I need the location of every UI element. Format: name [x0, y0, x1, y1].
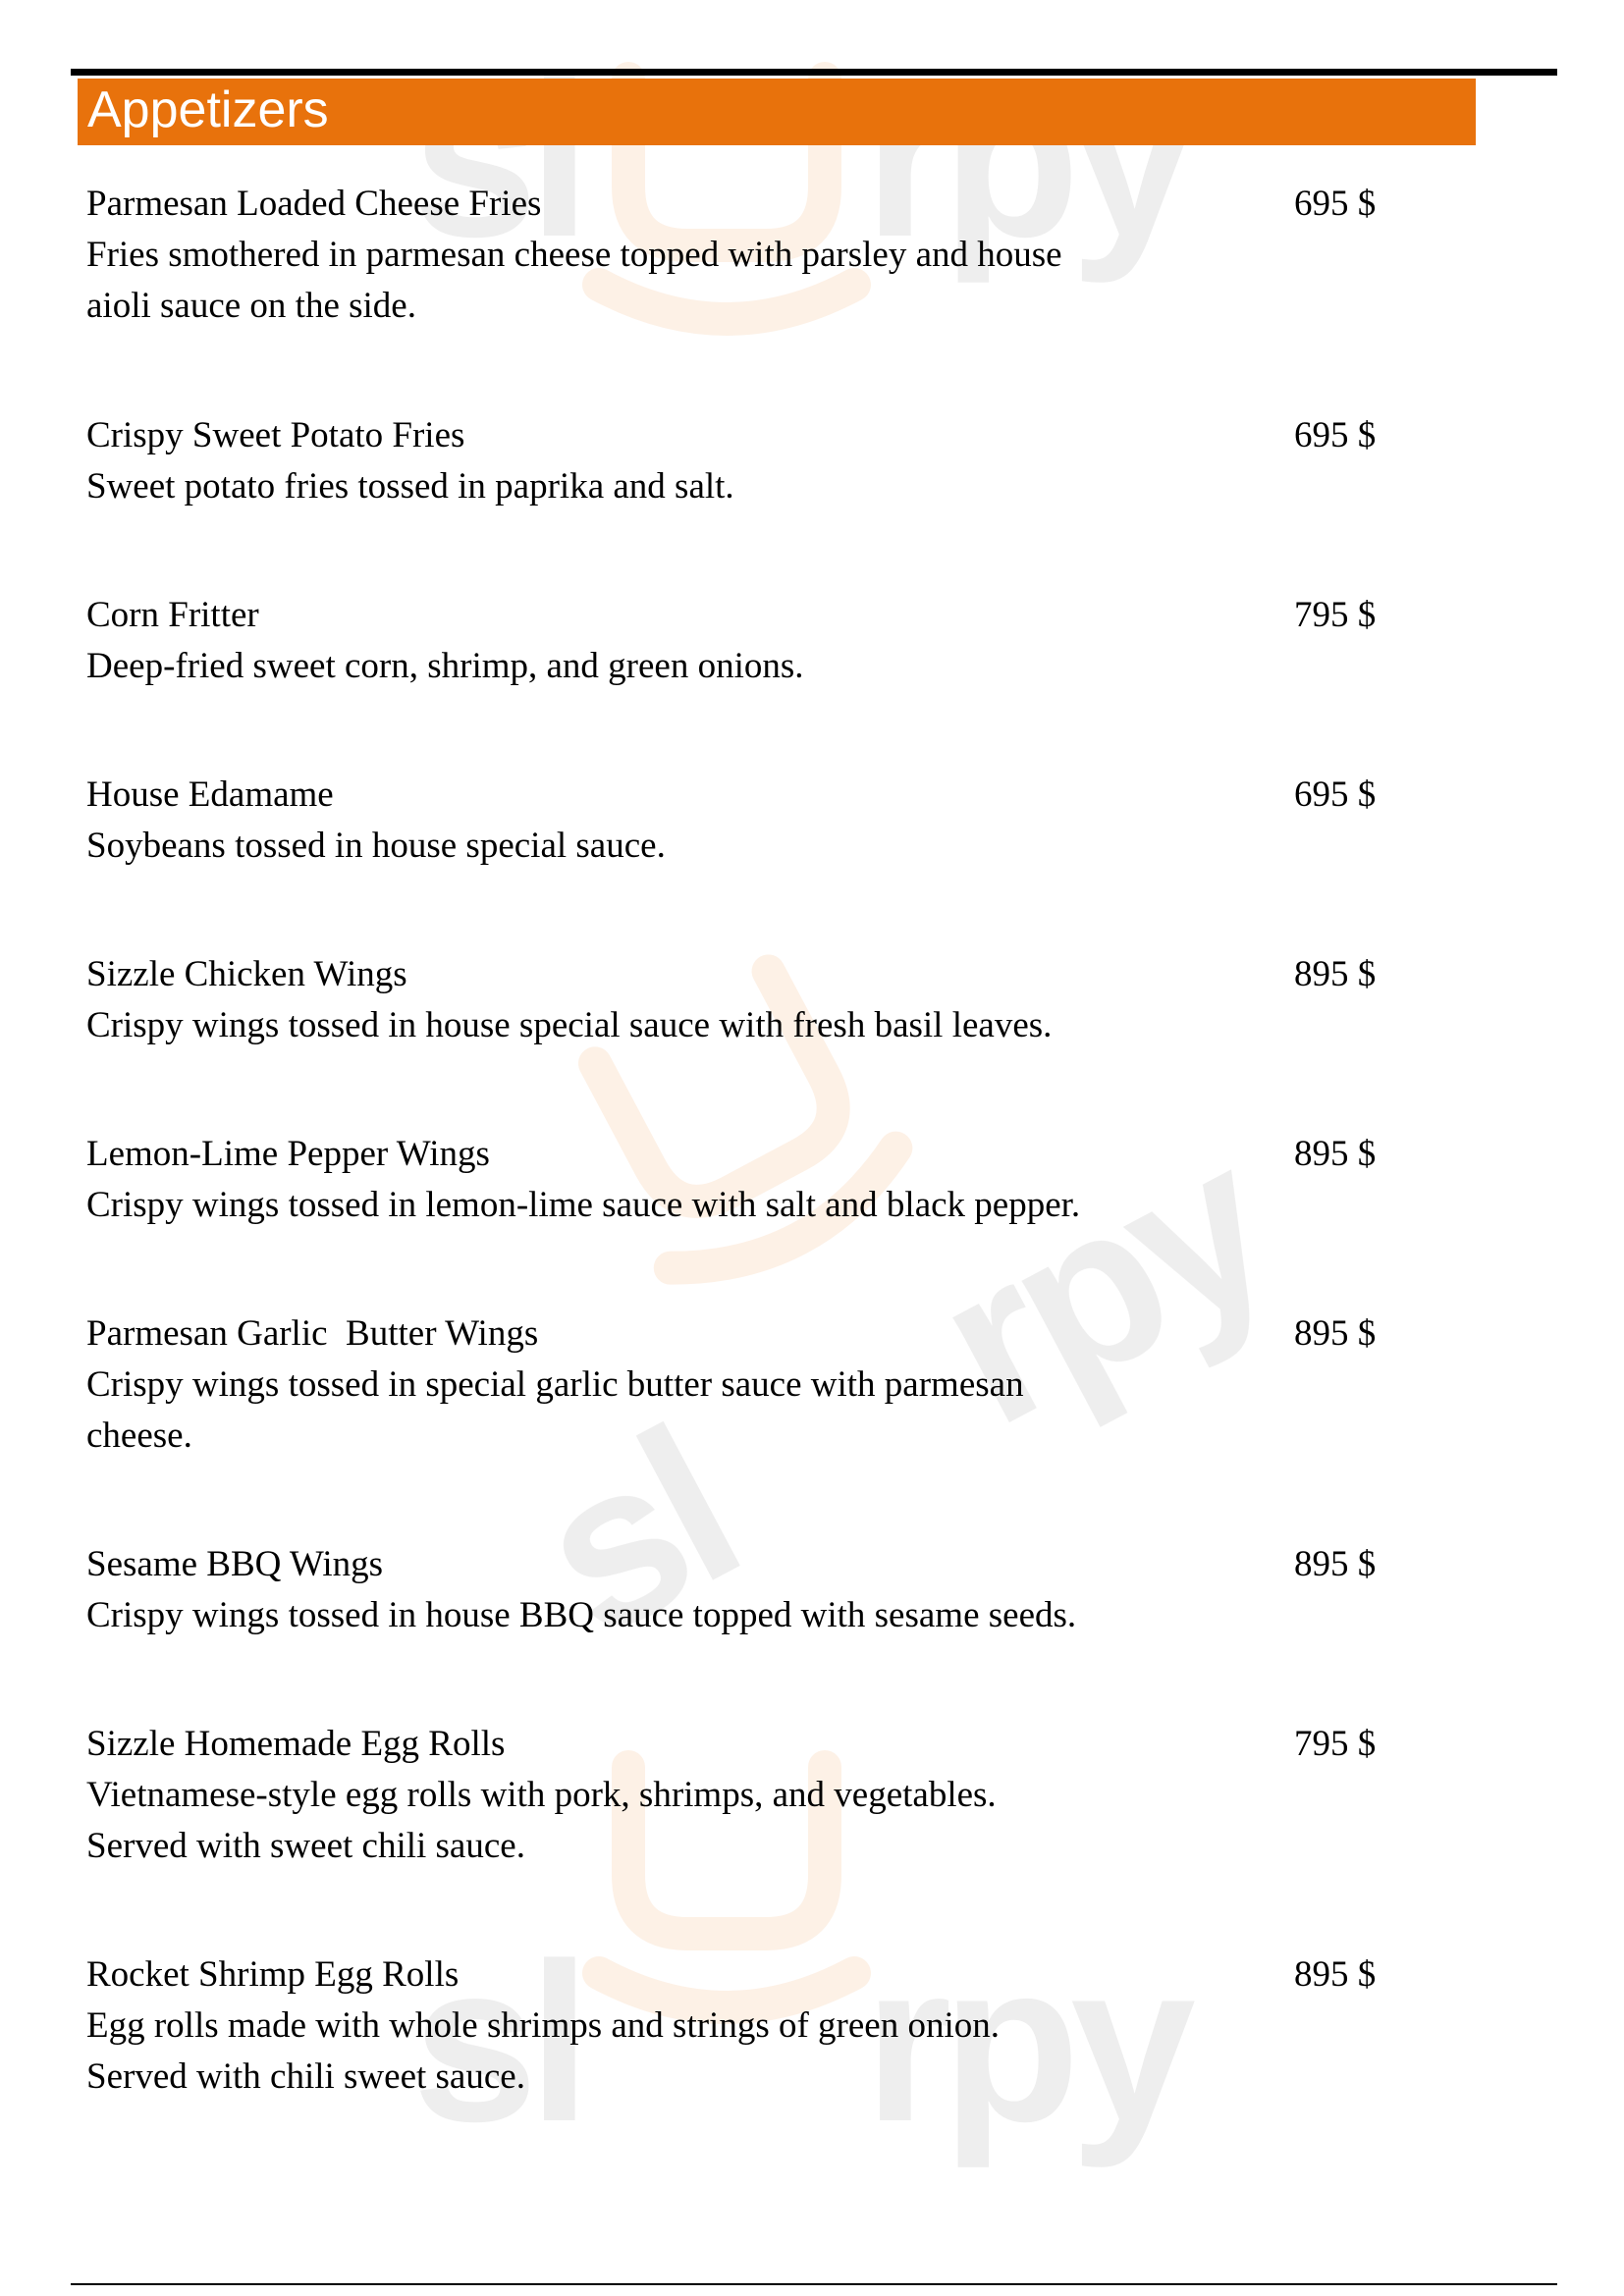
item-description: Soybeans tossed in house special sauce.: [86, 826, 666, 866]
item-name: Sesame BBQ Wings: [86, 1544, 384, 1584]
item-name: Rocket Shrimp Egg Rolls: [86, 1954, 460, 1995]
item-price: 895 $: [1294, 1954, 1377, 1995]
bottom-rule: [71, 2283, 1557, 2285]
item-description: Egg rolls made with whole shrimps and strings of green onion. Served with chili sweet sauce.: [86, 2005, 1001, 2097]
svg-text:rpy: rpy: [899, 1098, 1303, 1472]
menu-item: [86, 179, 1402, 332]
menu-item: [86, 1308, 1402, 1462]
menu-item: [86, 770, 1402, 872]
item-price: 895 $: [1294, 1313, 1377, 1354]
menu-item: [86, 1129, 1402, 1231]
menu-item: [86, 1719, 1402, 1872]
item-description: Deep-fried sweet corn, shrimp, and green onions.: [86, 646, 804, 686]
item-description: Fries smothered in parmesan cheese topped with parsley and house aioli sauce on the side.: [86, 235, 1062, 326]
item-name: Crispy Sweet Potato Fries: [86, 415, 465, 455]
top-rule: [71, 69, 1557, 76]
item-name: Sizzle Chicken Wings: [86, 954, 407, 994]
item-price: 795 $: [1294, 595, 1377, 635]
menu-item: [86, 410, 1402, 512]
section-title: Appetizers: [87, 81, 329, 138]
item-price: 895 $: [1294, 1134, 1377, 1174]
item-description: Vietnamese-style egg rolls with pork, shrimps, and vegetables. Served with sweet chili sauce.: [86, 1775, 997, 1866]
item-name: Corn Fritter: [86, 595, 259, 635]
item-price: 695 $: [1294, 774, 1377, 815]
section-header: [78, 79, 1476, 145]
item-price: 895 $: [1294, 954, 1377, 994]
item-description: Sweet potato fries tossed in paprika and salt.: [86, 466, 734, 507]
svg-text:sl: sl: [500, 1382, 769, 1684]
svg-text:sl: sl: [412, 31, 581, 284]
item-name: Parmesan Loaded Cheese Fries: [86, 184, 542, 224]
menu-item: [86, 590, 1402, 692]
item-description: Crispy wings tossed in special garlic butter sauce with parmesan cheese.: [86, 1364, 1024, 1456]
item-description: Crispy wings tossed in lemon-lime sauce with salt and black pepper.: [86, 1185, 1081, 1225]
item-name: Parmesan Garlic Butter Wings: [86, 1313, 539, 1354]
menu-item: [86, 1949, 1402, 2103]
item-description: Crispy wings tossed in house BBQ sauce topped with sesame seeds.: [86, 1595, 1077, 1635]
svg-text:rpy: rpy: [864, 1916, 1186, 2168]
item-price: 695 $: [1294, 415, 1377, 455]
menu-item: [86, 1539, 1402, 1641]
item-name: House Edamame: [86, 774, 334, 815]
item-price: 895 $: [1294, 1544, 1377, 1584]
svg-text:rpy: rpy: [864, 31, 1186, 284]
menu-item: [86, 949, 1402, 1051]
item-name: Lemon-Lime Pepper Wings: [86, 1134, 490, 1174]
item-price: 795 $: [1294, 1724, 1377, 1764]
item-price: 695 $: [1294, 184, 1377, 224]
item-description: Crispy wings tossed in house special sauce with fresh basil leaves.: [86, 1005, 1053, 1045]
svg-text:sl: sl: [412, 1916, 581, 2168]
item-name: Sizzle Homemade Egg Rolls: [86, 1724, 506, 1764]
